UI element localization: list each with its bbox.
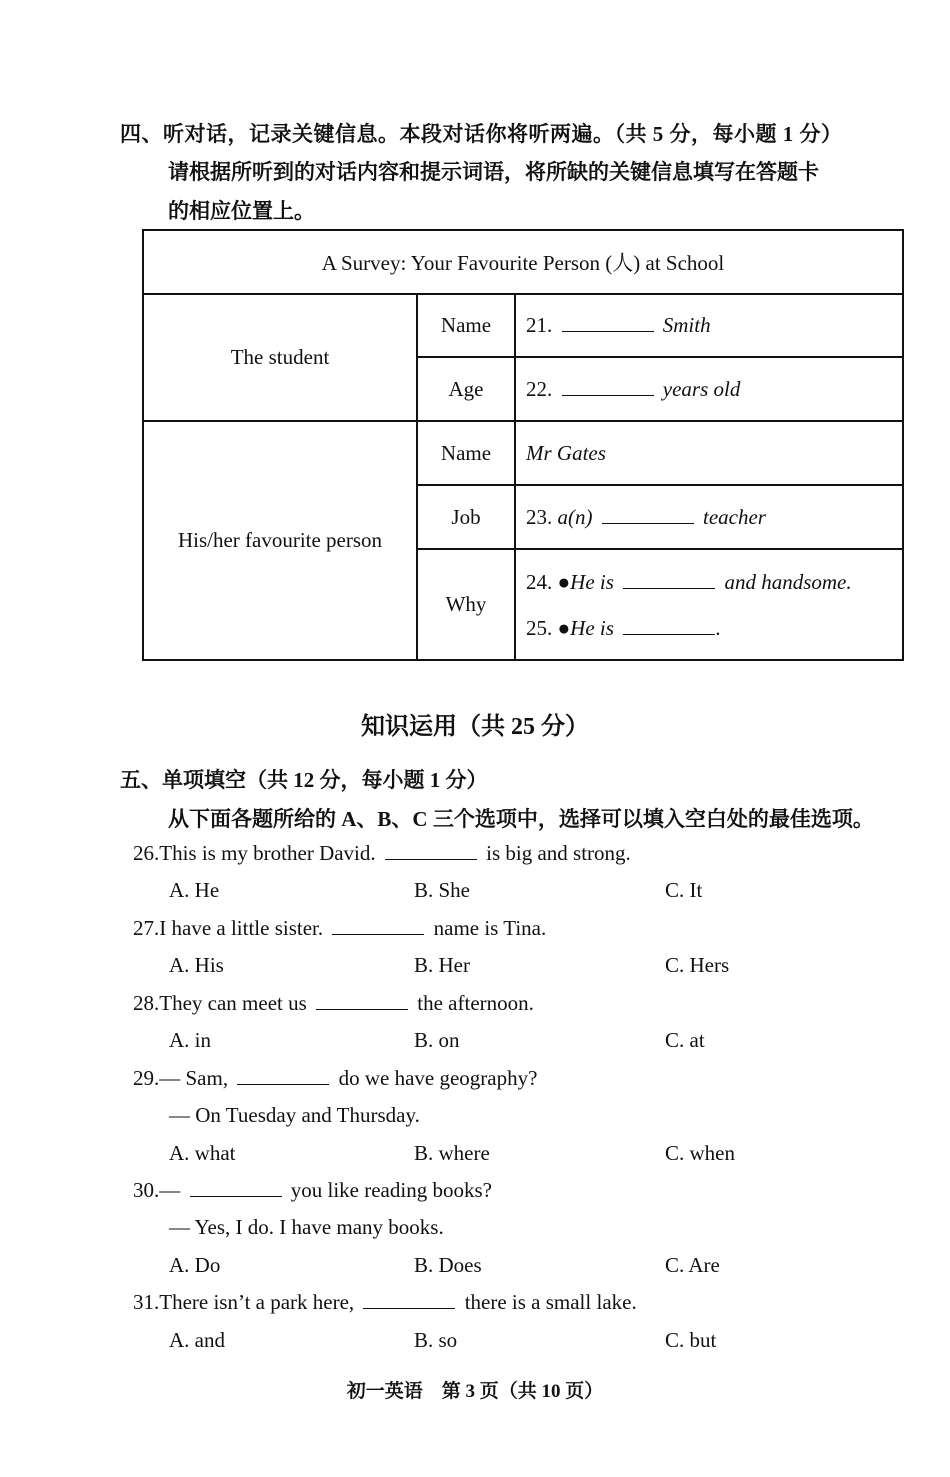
- question-27: [133, 916, 546, 941]
- knowledge-heading: 知识运用（共 25 分）: [361, 714, 589, 740]
- section5-instruction: 从下面各题所给的 A、B、C 三个选项中，选择可以填入空白处的最佳选项。: [168, 807, 874, 831]
- why-period: .: [715, 615, 721, 640]
- question-text-after: there is a small lake.: [464, 1290, 637, 1314]
- why-line-25: [526, 605, 902, 651]
- question-number: 24.: [526, 569, 553, 594]
- option-c[interactable]: C. when: [665, 1141, 735, 1165]
- answer-blank-22[interactable]: [562, 377, 654, 396]
- question-text-after: do we have geography?: [338, 1066, 538, 1090]
- question-number: 22.: [526, 376, 553, 401]
- question-number: 30.: [133, 1178, 160, 1202]
- fav-why-cell: [515, 549, 903, 660]
- option-a[interactable]: A. He: [169, 878, 220, 902]
- question-29-reply: — On Tuesday and Thursday.: [169, 1103, 420, 1127]
- student-age-cell: [515, 357, 903, 421]
- section4-instruction-line2: 的相应位置上。: [168, 199, 315, 223]
- question-number: 31.: [133, 1290, 160, 1314]
- why-prefix: ●He is: [557, 569, 614, 594]
- answer-blank-28[interactable]: [316, 991, 408, 1010]
- option-a[interactable]: A. in: [169, 1028, 211, 1052]
- question-29: [133, 1066, 537, 1091]
- page-footer: 初一英语 第 3 页（共 10 页）: [346, 1381, 604, 1402]
- fav-name-field: Name: [417, 421, 515, 485]
- question-number: 28.: [133, 991, 160, 1015]
- option-c[interactable]: C. Are: [665, 1253, 720, 1277]
- answer-blank-31[interactable]: [363, 1290, 455, 1309]
- question-text: —: [159, 1178, 181, 1202]
- student-label: The student: [143, 294, 417, 421]
- favourite-person-label: His/her favourite person: [143, 421, 417, 660]
- why-line-24: [526, 559, 902, 605]
- answer-blank-26[interactable]: [385, 841, 477, 860]
- question-number: 26.: [133, 841, 160, 865]
- question-text: They can meet us: [159, 991, 307, 1015]
- age-unit: years old: [662, 376, 741, 401]
- student-name-field: Name: [417, 294, 515, 357]
- option-a[interactable]: A. Do: [169, 1253, 221, 1277]
- option-c[interactable]: C. at: [665, 1028, 705, 1052]
- option-a[interactable]: A. His: [169, 953, 224, 977]
- answer-blank-24[interactable]: [623, 570, 715, 589]
- question-30: [133, 1178, 492, 1203]
- fav-why-field: Why: [417, 549, 515, 660]
- question-text: I have a little sister.: [159, 916, 324, 940]
- section4-title: 四、听对话，记录关键信息。本段对话你将听两遍。（共 5 分，每小题 1 分）: [120, 122, 843, 146]
- survey-title: A Survey: Your Favourite Person (人) at School: [143, 230, 903, 294]
- question-30-reply: — Yes, I do. I have many books.: [169, 1215, 444, 1239]
- fav-job-field: Job: [417, 485, 515, 549]
- student-name-cell: [515, 294, 903, 357]
- option-a[interactable]: A. what: [169, 1141, 236, 1165]
- fav-name-value: Mr Gates: [515, 421, 903, 485]
- question-26: [133, 841, 631, 866]
- question-number: 29.: [133, 1066, 160, 1090]
- answer-blank-29[interactable]: [237, 1066, 329, 1085]
- option-c[interactable]: C. Hers: [665, 953, 730, 977]
- survey-table: [142, 229, 904, 661]
- question-text: There isn’t a park here,: [159, 1290, 355, 1314]
- option-b[interactable]: B. so: [414, 1328, 458, 1352]
- option-a[interactable]: A. and: [169, 1328, 225, 1352]
- student-age-field: Age: [417, 357, 515, 421]
- student-surname: Smith: [662, 313, 711, 337]
- question-number: 27.: [133, 916, 160, 940]
- option-b[interactable]: B. Does: [414, 1253, 482, 1277]
- option-c[interactable]: C. but: [665, 1328, 717, 1352]
- answer-blank-30[interactable]: [190, 1178, 282, 1197]
- option-b[interactable]: B. Her: [414, 953, 470, 977]
- option-b[interactable]: B. where: [414, 1141, 490, 1165]
- option-c[interactable]: C. It: [665, 878, 703, 902]
- answer-blank-23[interactable]: [602, 505, 694, 524]
- section5-title: 五、单项填空（共 12 分，每小题 1 分）: [120, 768, 488, 792]
- question-text-after: is big and strong.: [486, 841, 631, 865]
- answer-blank-25[interactable]: [623, 616, 715, 635]
- question-number: 21.: [526, 313, 553, 337]
- question-text: This is my brother David.: [159, 841, 376, 865]
- job-article: a(n): [557, 504, 593, 529]
- question-31: [133, 1290, 637, 1315]
- option-b[interactable]: B. on: [414, 1028, 460, 1052]
- answer-blank-21[interactable]: [562, 313, 654, 332]
- question-text-after: the afternoon.: [417, 991, 534, 1015]
- option-b[interactable]: B. She: [414, 878, 471, 902]
- fav-job-cell: [515, 485, 903, 549]
- question-text: — Sam,: [159, 1066, 229, 1090]
- question-text-after: you like reading books?: [290, 1178, 492, 1202]
- why-prefix: ●He is: [557, 615, 614, 640]
- job-suffix: teacher: [703, 504, 766, 529]
- why-suffix: and handsome.: [724, 569, 852, 594]
- question-28: [133, 991, 534, 1016]
- section4-instruction-line1: 请根据所听到的对话内容和提示词语，将所缺的关键信息填写在答题卡: [168, 160, 819, 184]
- answer-blank-27[interactable]: [332, 916, 424, 935]
- question-number: 23.: [526, 504, 553, 529]
- question-text-after: name is Tina.: [433, 916, 547, 940]
- question-number: 25.: [526, 615, 553, 640]
